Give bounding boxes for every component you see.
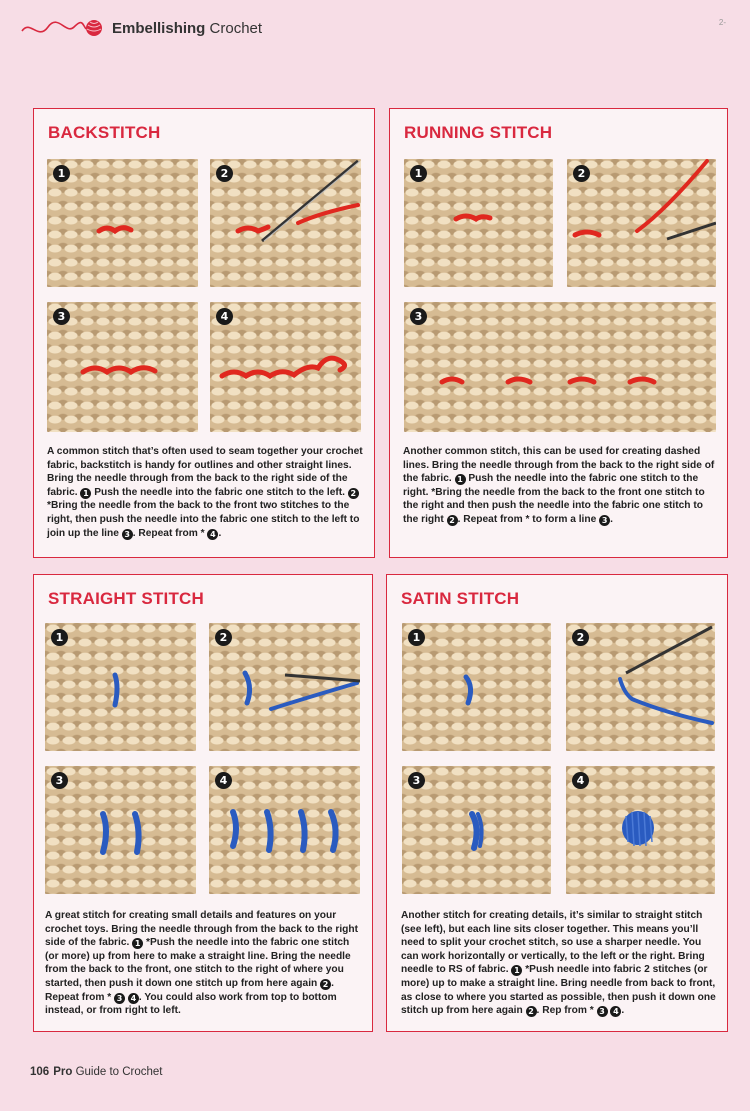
blue-thread-icon [402, 766, 551, 894]
needle-icon [210, 159, 361, 287]
step-badge: 2 [215, 629, 232, 646]
section-title: Embellishing Crochet [112, 19, 263, 37]
red-thread-icon [404, 159, 553, 287]
step-badge: 4 [572, 772, 589, 789]
satin-stitch-panel [386, 574, 728, 1032]
needle-icon [209, 623, 360, 751]
red-thread-icon [47, 159, 198, 287]
blue-thread-icon [402, 623, 551, 751]
step-4-icon: 4 [207, 529, 218, 540]
backstitch-step-3-photo [47, 302, 198, 432]
corner-mark: 2- [718, 18, 726, 27]
yarn-ball-icon [20, 15, 102, 41]
blue-thread-icon [45, 766, 196, 894]
step-badge: 3 [53, 308, 70, 325]
step-badge: 1 [410, 165, 427, 182]
step-2-icon: 2 [526, 1006, 537, 1017]
straight-step-4-photo [209, 766, 360, 894]
needle-icon [567, 159, 716, 287]
red-thread-icon [210, 302, 361, 432]
straight-stitch-title: STRAIGHT STITCH [48, 589, 204, 608]
satin-step-1-photo [402, 623, 551, 751]
needle-icon [566, 623, 715, 751]
step-1-icon: 1 [455, 474, 466, 485]
step-badge: 1 [53, 165, 70, 182]
red-thread-icon [47, 302, 198, 432]
satin-step-4-photo [566, 766, 715, 894]
step-badge: 3 [408, 772, 425, 789]
step-badge: 2 [573, 165, 590, 182]
straight-step-2-photo [209, 623, 360, 751]
step-3-icon: 3 [114, 993, 125, 1004]
step-badge: 1 [408, 629, 425, 646]
blue-thread-icon [209, 766, 360, 894]
backstitch-title: BACKSTITCH [48, 123, 161, 142]
step-badge: 2 [572, 629, 589, 646]
step-badge: 2 [216, 165, 233, 182]
step-3-icon: 3 [599, 515, 610, 526]
straight-step-3-photo [45, 766, 196, 894]
straight-step-1-photo [45, 623, 196, 751]
running-step-3-photo [404, 302, 716, 432]
step-badge: 1 [51, 629, 68, 646]
running-stitch-title: RUNNING STITCH [404, 123, 553, 142]
step-1-icon: 1 [511, 965, 522, 976]
step-4-icon: 4 [610, 1006, 621, 1017]
page-number: 106 [30, 1066, 50, 1078]
backstitch-step-2-photo [210, 159, 361, 287]
step-badge: 4 [216, 308, 233, 325]
step-badge: 3 [410, 308, 427, 325]
step-2-icon: 2 [320, 979, 331, 990]
running-step-1-photo [404, 159, 553, 287]
running-step-2-photo [567, 159, 716, 287]
backstitch-description: A common stitch that’s often used to seam together your crochet fabric, backstitch is handy for outlines and other straight lines. Bring the needle through from the back to the right side of the fabric. 1 Push the needle into the fabric one stitch to the left. 2*Bring the needle from the back to the front two stitches to the right, then push the needle into the fabric one stitch to the left to join up the line 3 . Repeat from * 4 . [47, 446, 363, 539]
step-1-icon: 1 [132, 938, 143, 949]
step-2-icon: 2 [447, 515, 458, 526]
step-3-icon: 3 [122, 529, 133, 540]
step-badge: 4 [215, 772, 232, 789]
step-2-icon: 2 [348, 488, 359, 499]
step-badge: 3 [51, 772, 68, 789]
straight-stitch-panel [33, 574, 373, 1032]
step-1-icon: 1 [80, 488, 91, 499]
page-footer [30, 1066, 163, 1078]
running-stitch-panel [389, 108, 728, 558]
satin-stitch-description: Another stitch for creating details, it’s similar to straight stitch (see left), but each line sits closer together. This means you’ll need to split your crochet stitch, so use a sharper needle. You can work horizontally or vertically, to the left or the right. Bring needle to RS of fabric. 1 *Push needle into fabric 2 stitches (or more) up to make a straight line. Bring needle from back to front, as close to where you started as possible, then push it down one stitch up from here again 2 . Rep from * 3 4 . [401, 910, 716, 1017]
blue-thread-icon [566, 766, 715, 894]
footer-pro: Pro [53, 1066, 73, 1078]
blue-thread-icon [45, 623, 196, 751]
backstitch-panel [33, 108, 375, 558]
page-header [20, 12, 262, 44]
satin-stitch-title: SATIN STITCH [401, 589, 520, 608]
straight-stitch-description: A great stitch for creating small details and features on your crochet toys. Bring the needle through from the back to the right side of the fabric. 1 *Push the needle into the fabric one stitch (or more) up from here to make a straight line. Bring the needle from the back to the front, one stitch to the right of where you started, then push it down one stitch up from here again 2 . Repeat from * 3 4 . You could also work from top to bottom instead, or from right to left. [45, 910, 359, 1017]
backstitch-step-4-photo [210, 302, 361, 432]
step-3-icon: 3 [597, 1006, 608, 1017]
running-stitch-description: Another common stitch, this can be used for creating dashed lines. Bring the needle through from the back to the right side of the fabric. 1 Push the needle into the fabric one stitch to the right. *Bring the needle from the back to the front one stitch to the right and then push the needle into the fabric one stitch to the right 2 . Repeat from * to form a line 3 . [403, 446, 715, 525]
satin-step-3-photo [402, 766, 551, 894]
backstitch-step-1-photo [47, 159, 198, 287]
red-thread-icon [404, 302, 716, 432]
satin-step-2-photo [566, 623, 715, 751]
step-4-icon: 4 [128, 993, 139, 1004]
footer-guide: Guide to Crochet [75, 1066, 163, 1078]
